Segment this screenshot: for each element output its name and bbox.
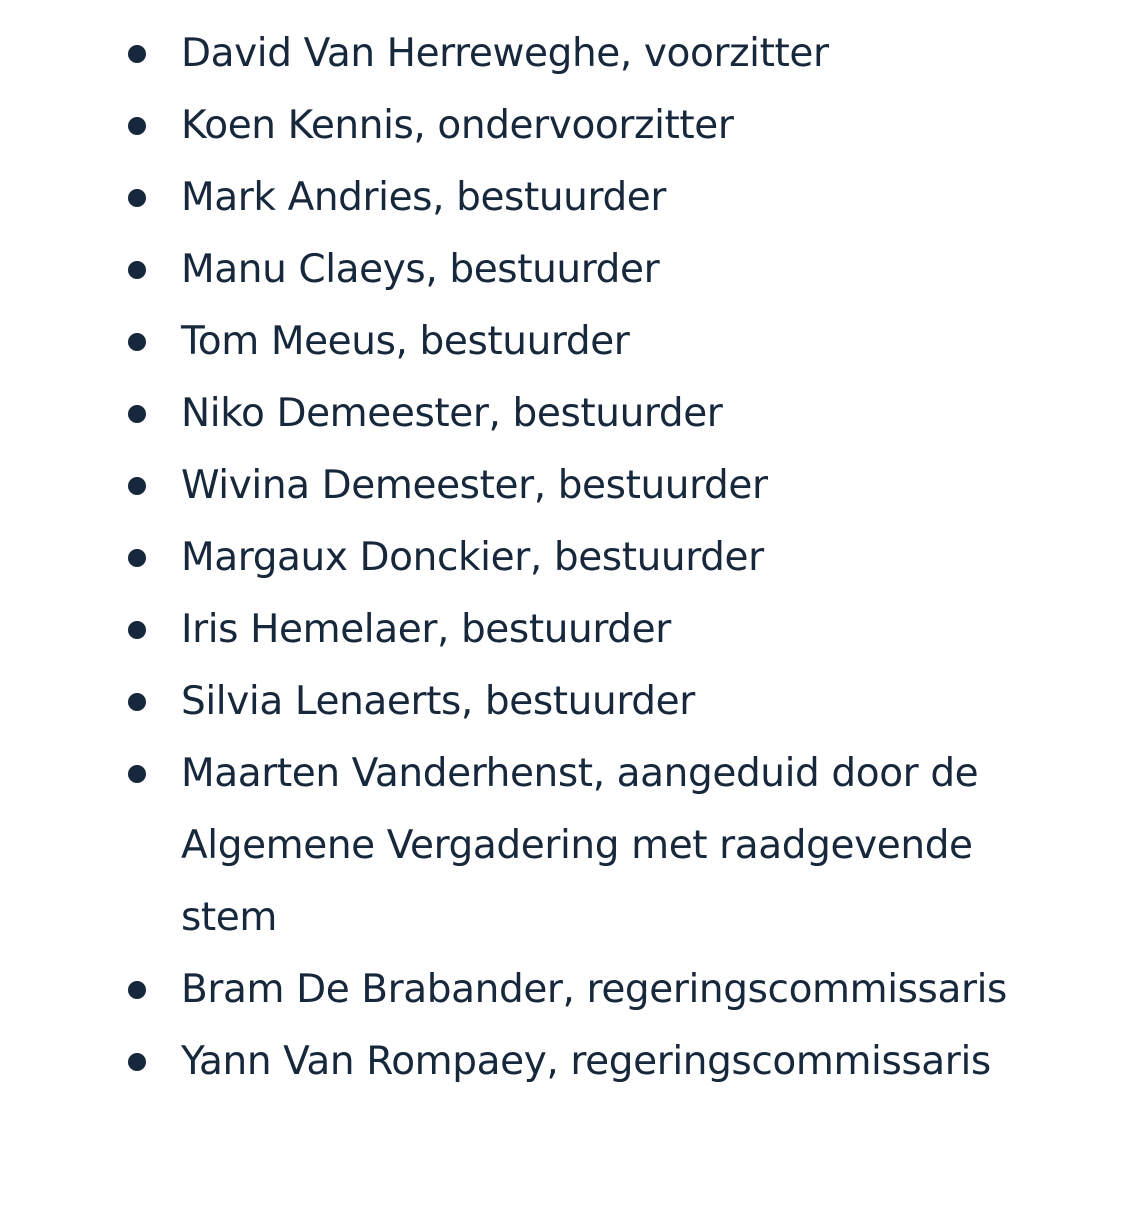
member-text: Silvia Lenaerts, bestuurder (181, 679, 695, 724)
list-item (0, 306, 1125, 378)
list-item (0, 522, 1125, 594)
bullet-icon (128, 621, 146, 639)
member-text: Mark Andries, bestuurder (181, 175, 667, 220)
bullet-icon (128, 117, 146, 135)
list-item (0, 234, 1125, 306)
member-text: Manu Claeys, bestuurder (181, 247, 660, 292)
member-text: Maarten Vanderhenst, aangeduid door de Algemene Vergadering met raadgevende stem (181, 751, 979, 940)
bullet-icon (128, 693, 146, 711)
member-text: Wivina Demeester, bestuurder (181, 463, 768, 508)
member-text: Bram De Brabander, regeringscommissaris (181, 967, 1007, 1012)
list-item (0, 162, 1125, 234)
member-text: Yann Van Rompaey, regeringscommissaris (181, 1039, 991, 1084)
bullet-icon (128, 981, 146, 999)
list-item (0, 90, 1125, 162)
list-item (0, 450, 1125, 522)
list-item (0, 666, 1125, 738)
member-text: Iris Hemelaer, bestuurder (181, 607, 671, 652)
bullet-icon (128, 1053, 146, 1071)
bullet-icon (128, 477, 146, 495)
member-text: David Van Herreweghe, voorzitter (181, 31, 829, 76)
board-member-list (0, 18, 1125, 1098)
list-item (0, 18, 1125, 90)
member-text: Tom Meeus, bestuurder (181, 319, 630, 364)
bullet-icon (128, 261, 146, 279)
list-item (0, 738, 1125, 954)
list-item (0, 954, 1125, 1026)
bullet-icon (128, 45, 146, 63)
bullet-icon (128, 333, 146, 351)
list-item (0, 594, 1125, 666)
list-item (0, 1026, 1125, 1098)
bullet-icon (128, 549, 146, 567)
member-text: Margaux Donckier, bestuurder (181, 535, 764, 580)
member-text: Koen Kennis, ondervoorzitter (181, 103, 734, 148)
bullet-icon (128, 405, 146, 423)
member-text: Niko Demeester, bestuurder (181, 391, 723, 436)
bullet-icon (128, 765, 146, 783)
list-item (0, 378, 1125, 450)
bullet-icon (128, 189, 146, 207)
